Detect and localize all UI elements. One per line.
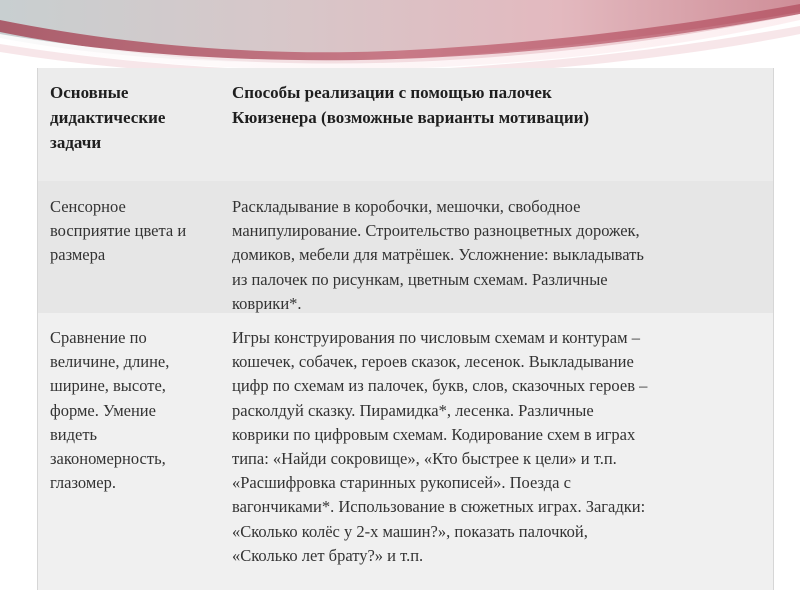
table-row — [38, 181, 773, 313]
table-header-row — [38, 68, 773, 181]
methods-cell: Игры конструирования по числовым схемам и контурам – кошечек, собачек, героев сказок, лесенок. Выкладывание цифр по схемам из палочек, букв, слов, сказочных героев – расколдуй сказку. Пирамидка*, лесенка. Различные коврики по цифровым схемам. Кодирование схем в играх типа: «Найди сокровище», «Кто быстрее к цели» и т.п. «Расшифровка старинных рукописей». Поезда с вагончиками*. Использование в сюжетных играх. Загадки: «Сколько колёс у 2-х машин?», показать палочкой, «Сколько лет брату?» и т.п. — [232, 328, 648, 565]
task-cell: Сравнение по величине, длине, ширине, высоте, форме. Умение видеть закономерность, глазомер. — [50, 328, 170, 493]
didactic-tasks-table — [37, 68, 774, 590]
task-cell: Сенсорное восприятие цвета и размера — [50, 197, 187, 265]
header-methods: Способы реализации с помощью палочек Кюизенера (возможные варианты мотивации) — [232, 83, 590, 127]
methods-cell: Раскладывание в коробочки, мешочки, свободное манипулирование. Строительство разноцветных дорожек, домиков, мебели для матрёшек. Усложнение: выкладывать из палочек по рисункам, цветным схемам. Различные коврики*. — [232, 197, 644, 313]
header-tasks: Основные дидактические задачи — [50, 83, 166, 152]
table-row — [38, 313, 773, 590]
